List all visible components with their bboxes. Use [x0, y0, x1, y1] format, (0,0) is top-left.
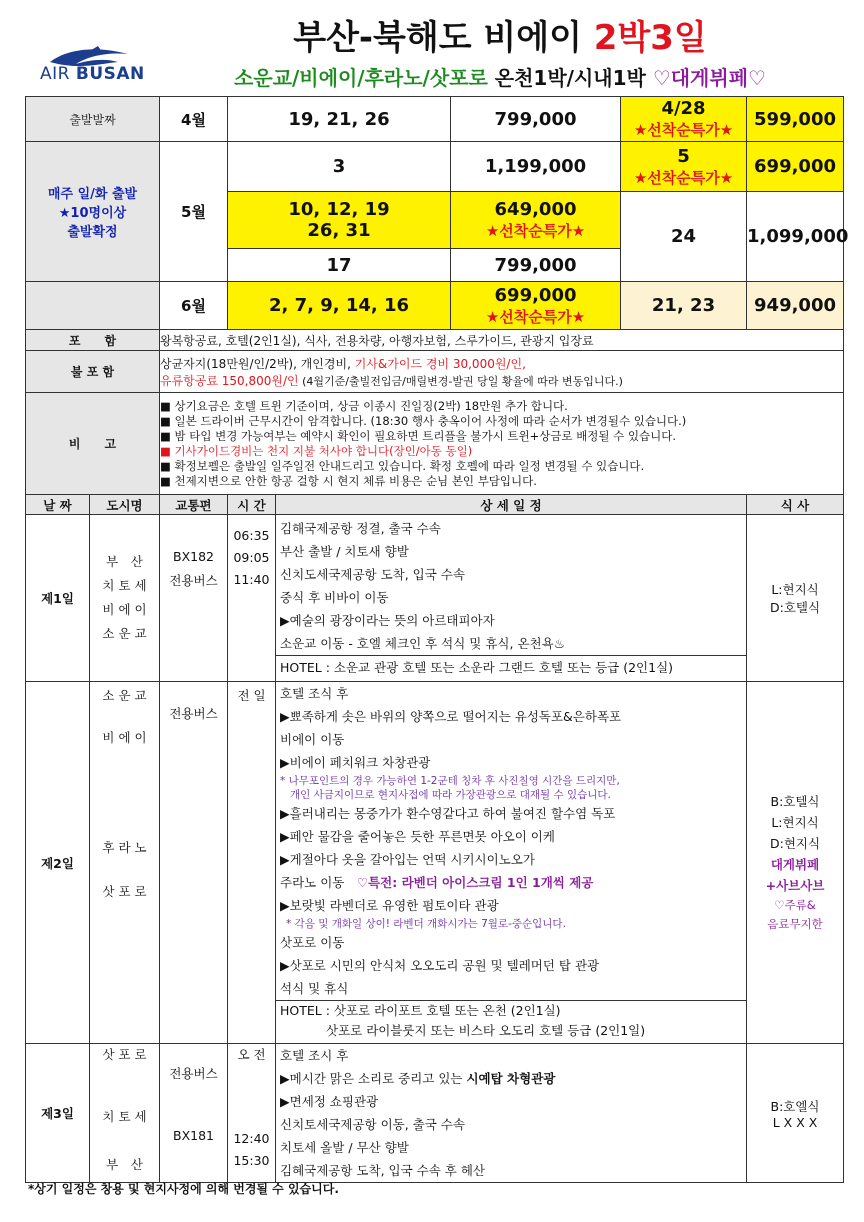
day3-time: 15:30 [233, 1153, 270, 1168]
june-price-cell [451, 282, 621, 330]
june-b-dates: 21, 23 [621, 282, 747, 330]
day1-city: 비 에 이 [102, 602, 147, 617]
may-r3-price: 799,000 [451, 249, 621, 282]
day2-furano-text: 주라노 이동 [280, 875, 345, 890]
may-r2-dates [228, 192, 451, 249]
day1-flight: BX182 [173, 549, 214, 564]
day3-bus: 전용버스 [169, 1066, 218, 1081]
day1-city: 부 산 [106, 554, 143, 569]
may-b-price: 1,099,000 [747, 192, 844, 282]
col-time: 시 간 [228, 495, 276, 515]
day3-transport [160, 1044, 228, 1183]
title-main: 부산-북해도 비에이 [293, 18, 582, 58]
remarks-label: 비 고 [26, 393, 160, 495]
day2-furano [280, 871, 742, 894]
day3-label: 제3일 [26, 1044, 90, 1183]
day1-time: 06:35 [233, 528, 270, 543]
title-duration: 2박3일 [593, 18, 707, 58]
remark-item: ■ 확정보펠은 출발일 일주일전 안내드리고 있습니다. 확정 호펠에 따라 일정 변경될 수 있습니다. [160, 458, 645, 473]
day3-clock: 시예탑 차형관광 [466, 1071, 556, 1086]
col-transport: 교통편 [160, 495, 228, 515]
day3-meals [747, 1044, 844, 1183]
day2-line: ▶뾰족하게 솟은 바위의 양쪽으로 떨어지는 유성독포&은하폭포 [280, 709, 622, 724]
may-r2-dates-line2: 26, 31 [307, 220, 371, 241]
june-price: 699,000 [494, 284, 577, 306]
day1-line: ▶예술의 광장이라는 뜻의 아르태피아자 [280, 613, 495, 628]
day3-meal: L X X X [772, 1114, 818, 1130]
day1-line: 부산 출발 / 치토새 향발 [280, 544, 409, 559]
april-price: 799,000 [451, 97, 621, 142]
may-special-label: ★선착순특가★ [633, 168, 734, 187]
day2-city: 삿 포 로 [102, 884, 147, 899]
day1-times [228, 515, 276, 682]
day3-line [280, 1067, 742, 1090]
day2-hotel: HOTEL : 삿포로 라이포트 호텔 또는 온천 (2인1실) [276, 1000, 746, 1021]
may-special-date: 5 [677, 145, 690, 167]
day1-line: 중식 후 비바이 이동 [280, 590, 389, 605]
exclude-line1b: 기사&가이드 경비 30,000원/인, [354, 356, 526, 371]
june-label: ★선착순특가★ [485, 307, 586, 326]
day3-flight: BX181 [173, 1128, 214, 1143]
june-b-price: 949,000 [747, 282, 844, 330]
exclude-label: 불 포 함 [26, 351, 160, 393]
day2-furano-special: ♡특전: 라벤더 아이스크림 1인 1개씩 제공 [356, 875, 594, 890]
day3-line: ▶면세정 쇼핑관광 [280, 1094, 379, 1109]
may-special-price: 699,000 [747, 142, 844, 192]
may-b-dates: 24 [621, 192, 747, 282]
day3-meal: B:호엘식 [770, 1098, 820, 1114]
remark-item: ■ 기사가이드경비는 천지 지불 처사야 합니다(장인/아동 동일) [160, 443, 473, 458]
remarks-list [160, 393, 844, 495]
brand-busan: BUSAN [75, 64, 145, 84]
june-dates: 2, 7, 9, 14, 16 [228, 282, 451, 330]
day2-cities [90, 682, 160, 1044]
day2-line: 삿포로 이동 [280, 935, 345, 950]
day1-meal: D:호텔식 [769, 600, 821, 615]
day3-city: 부 산 [106, 1157, 143, 1172]
remark-item: ■ 밤 타입 변경 가능여부는 예약시 확인이 필요하면 트리플을 불가시 트윈+상금로 배정될 수 있습니다. [160, 428, 677, 443]
day2-meal-special: +사브사브 [765, 878, 825, 893]
page-title [170, 10, 830, 59]
day1-line: 김해국제공항 정결, 출국 수속 [280, 521, 441, 536]
col-meal: 식 사 [747, 495, 844, 515]
day2-line: 석식 및 휴식 [280, 981, 349, 996]
day1-city: 소 운 교 [102, 626, 147, 641]
day2-label: 제2일 [26, 682, 90, 1044]
day2-city: 소 운 교 [102, 688, 147, 703]
col-day: 날 짜 [26, 495, 90, 515]
may-r3-dates: 17 [228, 249, 451, 282]
day2-line: ▶흘러내리는 몽중가가 환수영같다고 하여 불여진 할수염 독포 [280, 806, 616, 821]
june-blank [26, 282, 160, 330]
day1-transport [160, 515, 228, 682]
day2-note: 개인 사금지이므로 현지사접에 따라 가장관광으로 대재될 수 있습니다. [290, 789, 611, 801]
include-text: 왕복항공료, 호텔(2인1실), 식사, 전용차량, 아행자보험, 스루가이드, 관광지 입장료 [160, 330, 844, 351]
day2-meal: D:현지식 [769, 836, 821, 851]
day2-note: * 나무포인트의 경우 가능하연 1-2군테 칭차 후 사진칠영 시간을 드리지만, [280, 775, 620, 787]
day2-line: ▶비에이 페치워크 차창관광 [280, 755, 431, 770]
subtitle-stay: 온천1박/시내1박 [494, 66, 646, 90]
day2-line: ▶보랏빛 라벤더로 유영한 펌토이타 관광 [280, 898, 499, 913]
may-r1-price: 1,199,000 [451, 142, 621, 192]
day1-meal: L:현지식 [771, 582, 819, 597]
april-dates: 19, 21, 26 [228, 97, 451, 142]
day3-cities [90, 1044, 160, 1183]
col-city: 도시명 [90, 495, 160, 515]
day2-meal-drink: 음료무지한 [767, 917, 823, 931]
day3-line: 호텔 조시 후 [280, 1048, 349, 1063]
may-r2-dates-line1: 10, 12, 19 [288, 199, 390, 220]
remark-item: ■ 천제지변으로 안한 항공 걸항 시 현지 체류 비용은 순님 본인 부담입니다. [160, 473, 537, 488]
tour-table [25, 96, 849, 1183]
brand-name [40, 64, 145, 84]
day2-meal: B:호텔식 [770, 794, 820, 809]
day2-meal-special: 대게뷔페 [770, 857, 820, 872]
april-special-date: 4/28 [661, 98, 706, 119]
exclude-line2a: 유류항공료 150,800원/인 [160, 373, 299, 388]
day1-time: 09:05 [233, 550, 270, 565]
exclude-line2b: (4월기준/출빌전입금/매릴변경-발권 당일 황율에 따라 변동입니다.) [298, 374, 623, 388]
day3-line: 신치토세국제공항 이동, 출국 수속 [280, 1117, 465, 1132]
month-april: 4월 [160, 97, 228, 142]
brand-air: AIR [40, 64, 70, 84]
day2-city: 비 에 이 [102, 730, 147, 745]
day2-line: 비에이 이동 [280, 732, 345, 747]
day1-line: 소운교 이동 - 호엘 체크인 후 석식 및 휴식, 온천욕♨ [280, 636, 565, 651]
page-subtitle [170, 62, 830, 91]
day1-city: 치 토 세 [102, 578, 147, 593]
day2-meals [747, 682, 844, 1044]
include-label: 포 함 [26, 330, 160, 351]
departure-notes [26, 142, 160, 282]
day2-note: * 각음 및 개화일 상이! 라벤더 개화시가는 7월로-중순입니다. [286, 918, 566, 930]
day3-detail [276, 1044, 747, 1183]
departure-note-1: 매주 일/화 출발 [47, 187, 138, 202]
day2-city: 후 라 노 [102, 840, 147, 855]
day1-line: 신치도세국제공항 도착, 입국 수속 [280, 567, 465, 582]
departure-header: 출발발짜 [26, 97, 160, 142]
april-special-price: 599,000 [747, 97, 844, 142]
subtitle-route: 소운교/비에이/후라노/삿포로 [234, 66, 488, 90]
day3-line: 치토세 올발 / 무산 향발 [280, 1140, 409, 1155]
may-special [621, 142, 747, 192]
day2-detail [276, 682, 747, 1044]
day2-line: ▶게절아다 옷을 갈아입는 언떡 시키시이노오가 [280, 852, 535, 867]
day2-meal: L:현지식 [771, 815, 819, 830]
day2-time: 전 일 [228, 682, 276, 1044]
day3-times [228, 1044, 276, 1183]
footer-note: *상기 일정은 창용 및 현지사정에 의해 번경될 수 있습니다. [28, 1182, 339, 1196]
day1-label: 제1일 [26, 515, 90, 682]
day1-meals [747, 515, 844, 682]
day2-line: 호텔 조식 후 [280, 686, 349, 701]
day3-line-text: ▶메시간 맑은 소리로 중리고 있는 [280, 1071, 467, 1086]
day3-time: 오 전 [237, 1047, 266, 1062]
day2-line: ▶페안 물감을 줄어놓은 듯한 푸른면못 아오이 이케 [280, 829, 555, 844]
day1-bus: 전용버스 [169, 573, 218, 588]
may-r2-price-cell [451, 192, 621, 249]
departure-note-3: 출발확정 [67, 225, 118, 240]
remark-item: ■ 일본 드라이버 근무시간이 암격합니다. (18:30 행사 충옥이어 사정에 따라 순서가 변경될수 있습니다.) [160, 413, 687, 428]
day1-cities [90, 515, 160, 682]
month-june: 6월 [160, 282, 228, 330]
exclude-line1a: 상균자지(18만원/인/2박), 개인경비, [160, 356, 355, 371]
col-detail: 상 세 일 정 [276, 495, 747, 515]
day2-line: ▶삿포로 시민의 안식처 오오도리 공원 및 텔레머던 탑 관광 [280, 958, 600, 973]
may-r2-price: 649,000 [494, 199, 577, 220]
day2-transport: 전용버스 [160, 682, 228, 1044]
may-r2-label: ★선착순특가★ [485, 222, 586, 240]
departure-note-2: ★10명이상 [58, 206, 127, 221]
exclude-text [160, 351, 844, 393]
april-special-label: ★선착순특가★ [633, 121, 734, 139]
month-may: 5월 [160, 142, 228, 282]
day2-hotel-alt: 삿포로 라이블룻지 또는 비스타 오도리 호텔 등급 (2인1일) [326, 1023, 646, 1038]
day1-detail [276, 515, 747, 682]
day3-city: 치 토 세 [102, 1109, 147, 1124]
april-special [621, 97, 747, 142]
remark-item: ■ 상기요금은 호텔 트윈 기준이며, 상금 이종시 진일징(2박) 18만원 추가 합니다. [160, 398, 568, 413]
day2-meal-drink: ♡주류& [774, 898, 816, 912]
may-r1-dates: 3 [228, 142, 451, 192]
day1-time: 11:40 [233, 572, 270, 587]
day1-hotel: HOTEL : 소운교 관광 호텔 또는 소운라 그랜드 호텔 또는 등급 (2인1실) [276, 655, 746, 679]
subtitle-special: ♡대게뷔페♡ [652, 66, 766, 90]
day3-time: 12:40 [233, 1131, 270, 1146]
day3-city: 삿 포 로 [102, 1047, 147, 1062]
day3-line: 김혜국제공항 도착, 입국 수속 후 헤산 [280, 1163, 485, 1178]
